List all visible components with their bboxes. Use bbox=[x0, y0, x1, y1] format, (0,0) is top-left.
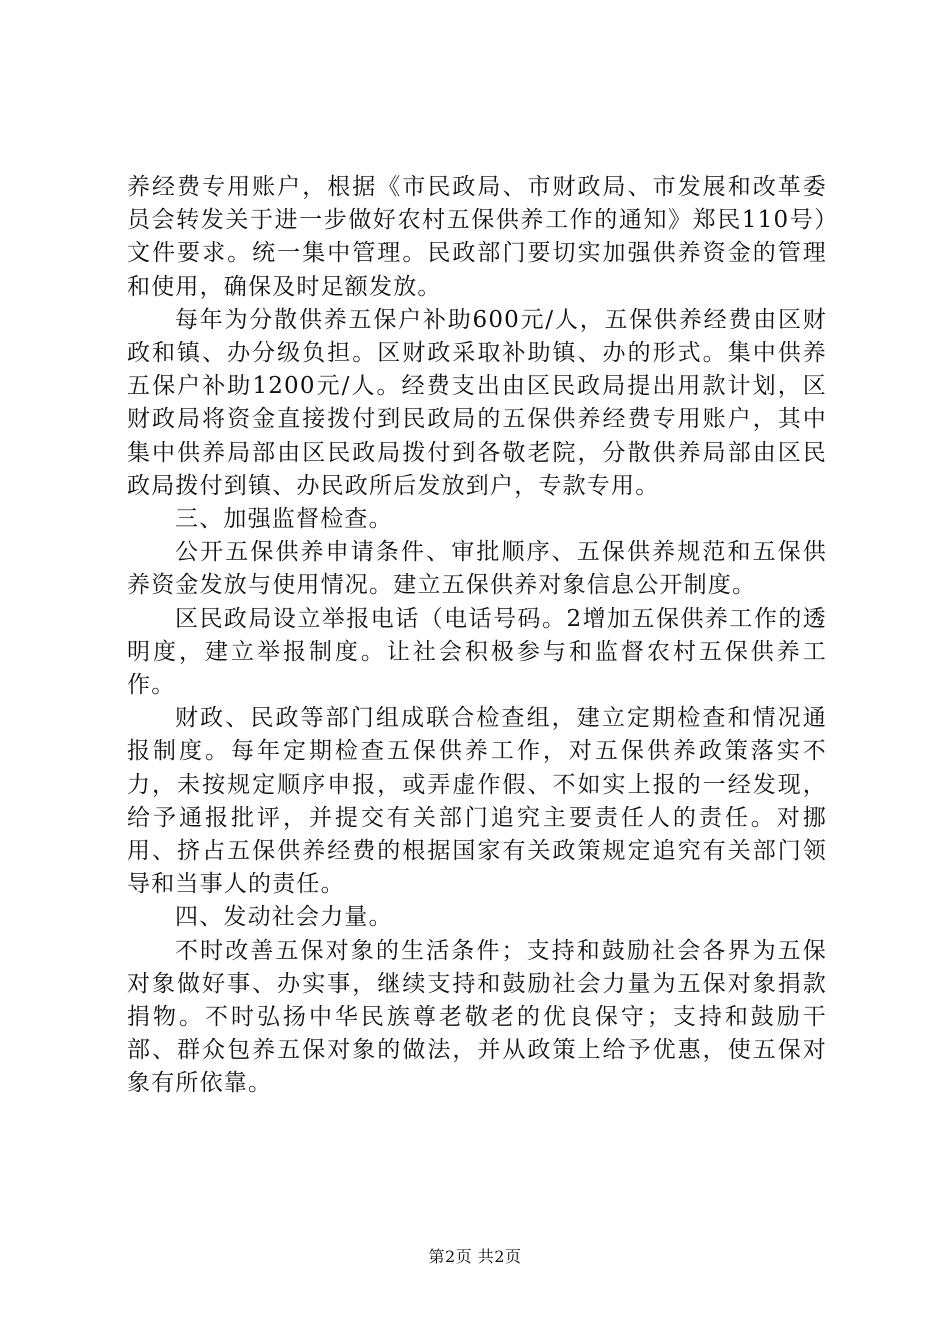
body-paragraph: 区民政局设立举报电话（电话号码。2增加五保供养工作的透明度，建立举报制度。让社会积极参与和监督农村五保供养工作。 bbox=[127, 605, 827, 699]
body-paragraph: 不时改善五保对象的生活条件；支持和鼓励社会各界为五保对象做好事、办实事，继续支持和鼓励社会力量为五保对象捐款捐物。不时弘扬中华民族尊老敬老的优良保守；支持和鼓励干部、群众包养五保对象的做法，并从政策上给予优惠，使五保对象有所依靠。 bbox=[127, 937, 827, 1097]
section-heading: 三、加强监督检查。 bbox=[175, 506, 393, 533]
section-heading: 四、发动社会力量。 bbox=[175, 904, 393, 931]
page-number-footer: 第2页 共2页 bbox=[428, 1247, 522, 1266]
document-body bbox=[127, 171, 827, 1101]
body-paragraph: 养经费专用账户，根据《市民政局、市财政局、市发展和改革委员会转发关于进一步做好农村五保供养工作的通知》郑民110号）文件要求。统一集中管理。民政部门要切实加强供养资金的管理和使用，确保及时足额发放。 bbox=[127, 174, 827, 300]
body-paragraph: 财政、民政等部门组成联合检查组，建立定期检查和情况通报制度。每年定期检查五保供养工作，对五保供养政策落实不力，未按规定顺序申报，或弄虚作假、不如实上报的一经发现，给予通报批评，并提交有关部门追究主要责任人的责任。对挪用、挤占五保供养经费的根据国家有关政策规定追究有关部门领导和当事人的责任。 bbox=[127, 705, 827, 898]
body-paragraph: 每年为分散供养五保户补助600元/人，五保供养经费由区财政和镇、办分级负担。区财政采取补助镇、办的形式。集中供养五保户补助1200元/人。经费支出由区民政局提出用款计划，区财政局将资金直接拨付到民政局的五保供养经费专用账户，其中集中供养局部由区民政局拨付到各敬老院，分散供养局部由区民政局拨付到镇、办民政所后发放到户，专款专用。 bbox=[127, 306, 827, 499]
body-paragraph: 公开五保供养申请条件、审批顺序、五保供养规范和五保供养资金发放与使用情况。建立五保供养对象信息公开制度。 bbox=[127, 539, 827, 599]
